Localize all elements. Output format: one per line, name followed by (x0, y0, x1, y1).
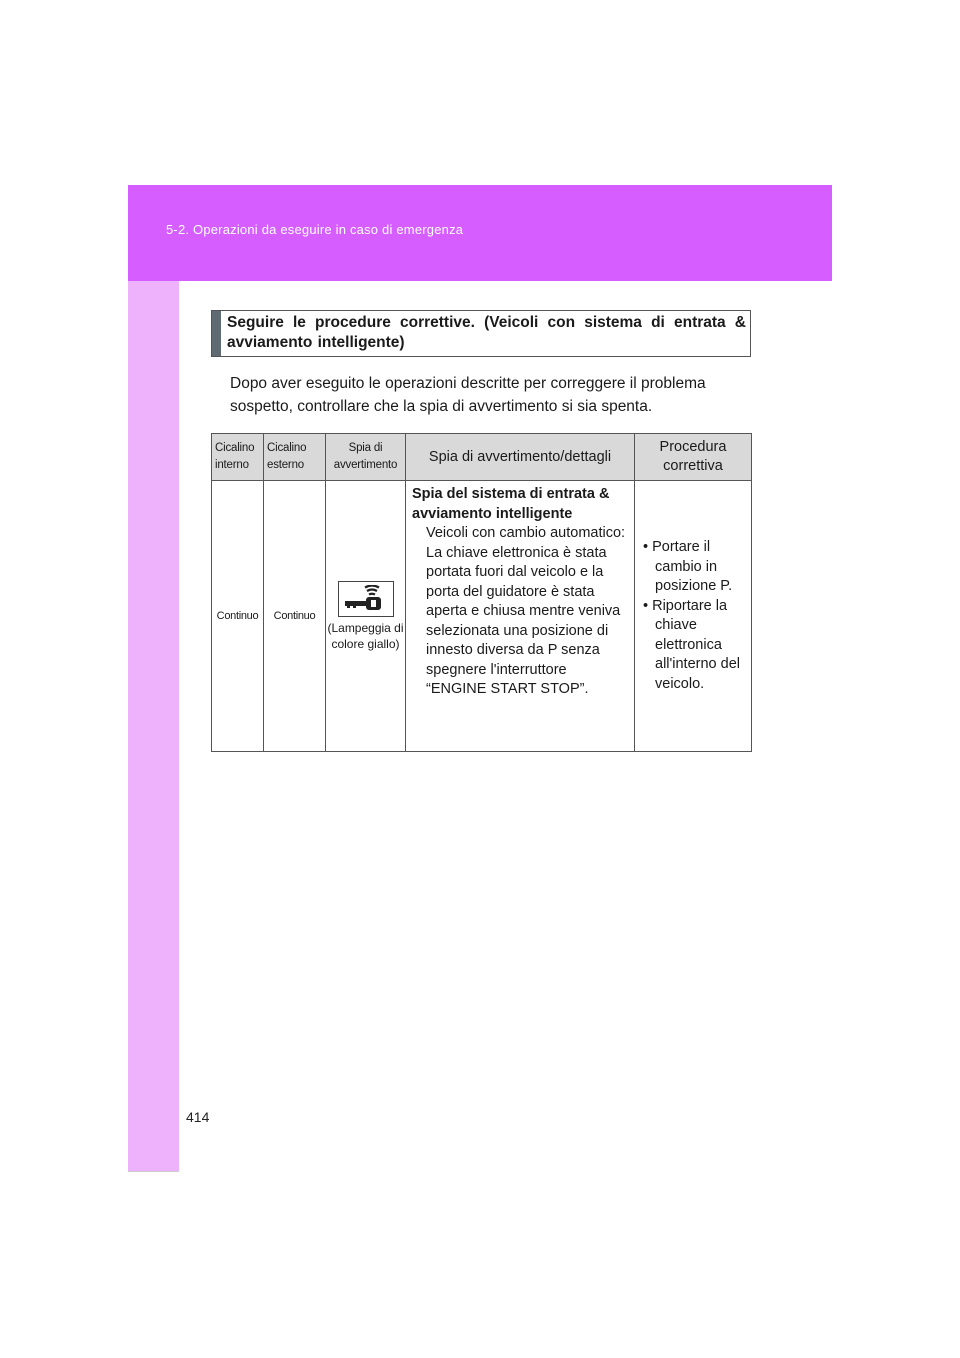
details-title: Spia del sistema di entrata & avviamento intelligente (412, 486, 610, 522)
cell-external-buzzer: Continuo (264, 481, 326, 752)
chapter-heading: 5-2. Operazioni da eseguire in caso di emergenza (166, 222, 464, 237)
smart-key-warning-icon (338, 581, 394, 617)
header-external-buzzer: Cicalino esterno (264, 434, 326, 481)
section-title: Seguire le procedure correttive. (Veicoli con sistema di entrata & avviamento intelligente) (227, 314, 746, 351)
table-header-row (212, 434, 752, 481)
header-internal-buzzer: Cicalino interno (212, 434, 264, 481)
cell-details (406, 481, 635, 752)
footer-divider (128, 1171, 179, 1172)
table-row (212, 481, 752, 752)
cell-internal-buzzer: Continuo (212, 481, 264, 752)
header-warning-light: Spia di avvertimento (326, 434, 406, 481)
header-details: Spia di avvertimento/dettagli (406, 434, 635, 481)
side-strip (128, 281, 179, 1171)
page-number: 414 (186, 1109, 210, 1125)
header-procedure: Procedura correttiva (635, 434, 752, 481)
section-title-box (211, 310, 751, 357)
warning-table (211, 433, 752, 752)
cell-procedure (635, 481, 752, 752)
details-body: Veicoli con cambio automatico: La chiave elettronica è stata portata fuori dal veicolo e la porta del guidatore è stata aperta e chiusa mentre veniva selezionata una posizione di innesto diversa da P senza spegnere l'interruttore “ENGINE START STOP”. (426, 525, 626, 697)
intro-paragraph: Dopo aver eseguito le operazioni descritte per correggere il problema sospetto, controllare che la spia di avvertimento si sia spenta. (230, 375, 706, 415)
procedure-item: • Portare il cambio in posizione P. (643, 539, 733, 594)
procedure-item: • Riportare la chiave elettronica all'interno del veicolo. (643, 597, 740, 692)
warning-light-note: (Lampeggia di colore giallo) (327, 620, 404, 651)
cell-warning-light (326, 481, 406, 752)
section-title-bar (212, 311, 221, 356)
